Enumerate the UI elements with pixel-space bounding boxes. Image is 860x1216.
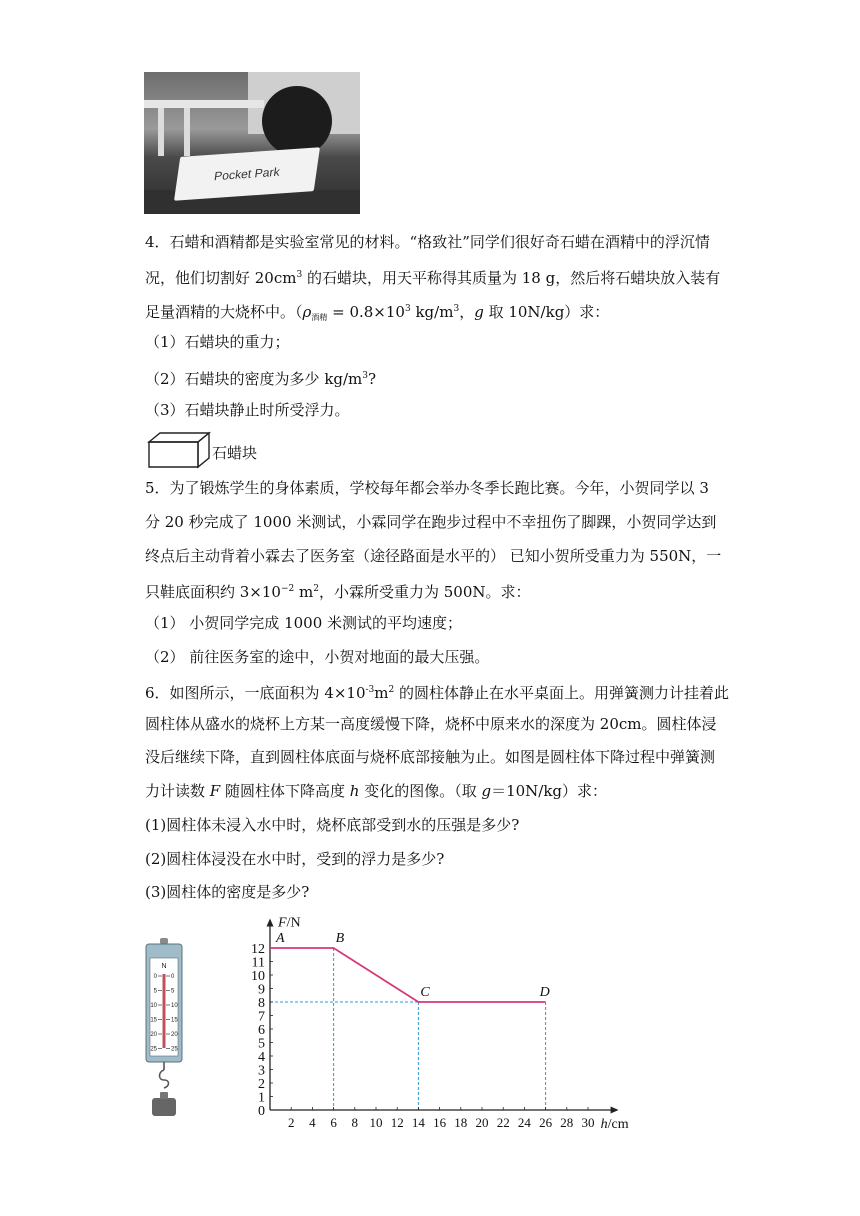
q5-sub1: （1） 小贺同学完成 1000 米测试的平均速度；	[145, 614, 463, 632]
q6-line4-d: ＝10N/kg）求：	[491, 782, 608, 800]
q5-line4-sup2: 2	[313, 584, 319, 594]
y-tick-label: 11	[251, 955, 265, 971]
q4-line1: 4．石蜡和酒精都是实验室常见的材料。“格致社”同学们很好奇石蜡在酒精中的浮沉情	[145, 233, 710, 251]
y-tick-label: 7	[258, 1009, 265, 1025]
paraffin-block-label: 石蜡块	[212, 444, 258, 462]
y-tick-label: 10	[251, 969, 265, 984]
q6-line1	[145, 680, 729, 703]
q4-line3-c: kg/m	[410, 303, 454, 321]
photo-sign: Pocket Park	[174, 147, 320, 201]
q4-rho: ρ	[302, 303, 312, 321]
q5-line2: 分 20 秒完成了 1000 米测试，小霖同学在跑步过程中不幸扭伤了脚踝，小贺同学达到	[145, 513, 717, 531]
cylinder-cap	[160, 1092, 168, 1099]
q6-line4-b: 随圆柱体下降高度	[220, 782, 350, 800]
x-tick-label: 26	[539, 1115, 553, 1130]
q6-sub3: (3)圆柱体的密度是多少?	[145, 883, 310, 901]
q4-sub1: （1）石蜡块的重力；	[145, 333, 290, 351]
y-tick-label: 5	[258, 1036, 265, 1052]
q4-line3-sup2: 3	[453, 304, 460, 314]
point-label-b: B	[335, 931, 345, 946]
scale-tick-label-left: 5	[153, 988, 157, 995]
scale-tick-label-left: 10	[150, 1003, 157, 1010]
y-axis-arrow	[267, 919, 274, 927]
q5-line4-a: 只鞋底面积约 3×10	[145, 583, 281, 601]
q4-line3-e: 取 10N/kg）求：	[483, 303, 610, 321]
q4-sub3: （3）石蜡块静止时所受浮力。	[145, 401, 350, 419]
q4-line2-a: 况，他们切割好 20cm	[145, 269, 297, 287]
q6-line3: 没后继续下降，直到圆柱体底面与烧杯底部接触为止。如图是圆柱体下降过程中弹簧测	[145, 748, 716, 766]
q6-sub2: (2)圆柱体浸没在水中时，受到的浮力是多少?	[145, 850, 445, 868]
y-tick-label: 6	[258, 1023, 265, 1038]
block-front-face	[149, 442, 198, 467]
q4-rho-sub: 酒精	[311, 313, 328, 322]
q5-sub2: （2） 前往医务室的途中，小贺对地面的最大压强。	[145, 648, 490, 666]
y-tick-label: 0	[258, 1104, 265, 1119]
q4-sub2-a: （2）石蜡块的密度为多少 kg/m	[145, 370, 363, 388]
x-tick-label: 24	[517, 1115, 531, 1130]
q6-g: g	[481, 782, 492, 800]
scale-tick-label-right: 0	[171, 974, 175, 981]
x-tick-label: 6	[330, 1115, 337, 1130]
photo-pole	[158, 108, 164, 156]
block-side-face	[198, 433, 209, 467]
x-tick-label: 4	[309, 1115, 316, 1130]
x-tick-label: 10	[369, 1115, 383, 1130]
y-tick-label: 2	[258, 1077, 265, 1092]
scale-tick-label-right: 20	[171, 1032, 178, 1039]
q6-h: h	[349, 782, 360, 800]
x-tick-label: 28	[560, 1115, 574, 1130]
y-tick-label: 8	[258, 996, 265, 1011]
q4-sub2-b: ?	[368, 370, 377, 388]
q6-F: F	[209, 782, 221, 800]
scale-tick-label-right: 10	[171, 1003, 178, 1010]
chart-point-labels	[275, 931, 550, 1000]
q6-sub1: (1)圆柱体未浸入水中时，烧杯底部受到水的压强是多少?	[145, 816, 520, 834]
y-tick-label: 12	[251, 942, 265, 957]
x-tick-label: 20	[475, 1115, 489, 1130]
q6-line4	[145, 781, 607, 801]
scale-tick-label-left: 20	[150, 1032, 157, 1039]
scale-tick-label-left: 0	[153, 974, 157, 981]
force-height-chart	[236, 914, 636, 1136]
y-tick-label: 9	[258, 982, 265, 998]
cylinder-weight	[152, 1098, 176, 1116]
chart-series	[270, 948, 546, 1002]
q4-line3-sup: 3	[404, 304, 411, 314]
scale-hook	[160, 1062, 169, 1088]
q4-g: g	[474, 303, 484, 321]
x-axis-arrow	[611, 1107, 619, 1114]
x-tick-label: 22	[496, 1115, 510, 1130]
q4-line2	[145, 265, 720, 288]
y-tick-label: 1	[258, 1090, 265, 1106]
q6-line1-sup: -3	[365, 685, 375, 695]
scale-tick-label-right: 25	[171, 1046, 178, 1053]
photo-pergola	[144, 100, 264, 108]
q6-line2: 圆柱体从盛水的烧杯上方某一高度缓慢下降，烧杯中原来水的深度为 20cm。圆柱体浸	[145, 715, 717, 733]
y-tick-label: 3	[258, 1063, 265, 1079]
q6-line1-sup2: 2	[388, 685, 395, 695]
x-tick-label: 14	[411, 1115, 425, 1130]
q4-line3	[145, 299, 609, 328]
q6-line1-a: 6．如图所示，一底面积为 4×10	[145, 684, 366, 702]
q6-line4-a: 力计读数	[145, 782, 210, 800]
q5-line1: 5．为了锻炼学生的身体素质，学校每年都会举办冬季长跑比赛。今年，小贺同学以 3	[145, 479, 709, 497]
q4-sub2	[145, 366, 376, 389]
spring-scale-figure	[140, 938, 190, 1128]
x-axis-label: h/cm	[600, 1117, 629, 1132]
photo-tree	[262, 86, 332, 156]
point-label-a: A	[276, 931, 285, 946]
scale-tick-label-right: 15	[171, 1017, 178, 1024]
chart-guides	[270, 948, 546, 1110]
q5-line4-sup: −2	[280, 584, 295, 594]
scale-pointer-rod	[163, 974, 166, 1048]
scale-tick-label-right: 5	[171, 988, 175, 995]
q6-line1-c: 的圆柱体静止在水平桌面上。用弹簧测力计挂着此	[394, 684, 730, 702]
q5-line4-c: ，小霖所受重力为 500N。求：	[318, 583, 531, 601]
point-label-c: C	[420, 985, 430, 1000]
x-tick-label: 8	[351, 1115, 359, 1130]
q4-line3-b: = 0.8×10	[327, 303, 405, 321]
q5-line3: 终点后主动背着小霖去了医务室（途径路面是水平的） 已知小贺所受重力为 550N，一	[145, 547, 722, 565]
x-tick-label: 12	[390, 1115, 404, 1130]
scale-tick-label-left: 15	[150, 1017, 157, 1024]
scale-top-ring	[160, 938, 168, 944]
scale-unit: N	[161, 963, 167, 970]
q4-line2-sup: 3	[296, 270, 303, 280]
x-tick-label: 16	[433, 1115, 447, 1130]
q4-sub2-sup: 3	[362, 371, 369, 381]
q5-line4	[145, 579, 531, 602]
series-line	[270, 948, 546, 1002]
point-label-d: D	[539, 985, 550, 1000]
q6-line1-b: m	[374, 684, 389, 702]
y-axis-label: F/N	[278, 915, 301, 931]
scale-tick-label-left: 25	[150, 1046, 157, 1053]
q4-line3-a: 足量酒精的大烧杯中。（	[145, 303, 303, 321]
q4-line3-d: ，	[459, 303, 475, 321]
q5-line4-b: m	[294, 583, 314, 601]
x-tick-label: 18	[454, 1115, 468, 1130]
y-tick-label: 4	[258, 1050, 265, 1065]
q6-line4-c: 变化的图像。（取	[359, 782, 482, 800]
q4-line2-b: 的石蜡块，用天平称得其质量为 18 g，然后将石蜡块放入装有	[302, 269, 721, 287]
park-photo	[144, 72, 360, 214]
x-tick-label: 2	[287, 1115, 295, 1130]
photo-pole	[184, 108, 190, 156]
x-tick-label: 30	[581, 1115, 595, 1130]
chart-ticks	[251, 942, 595, 1130]
